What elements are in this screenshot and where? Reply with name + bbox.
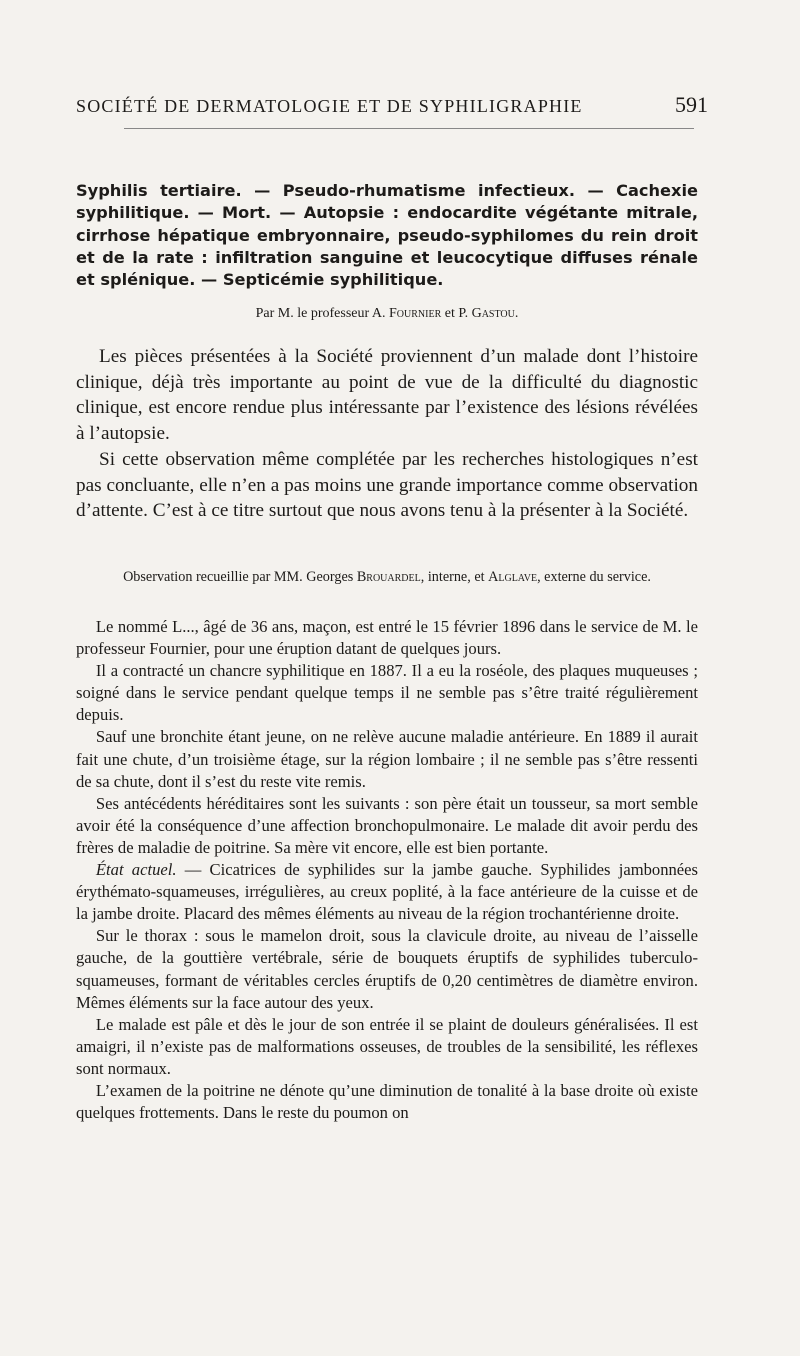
running-title: SOCIÉTÉ DE DERMATOLOGIE ET DE SYPHILIGRAPHIE — [76, 96, 583, 116]
byline-conj: et P. — [441, 306, 472, 321]
etat-actuel-text: — Cicatrices de syphilides sur la jambe gauche. Syphilides jambonnées érythémato-squameuses, irrégulières, au creux poplité, à la face antérieure de la cuisse et de la jambe droite. Placard des mêmes éléments au niveau de la région trochantérienne droite. — [76, 860, 698, 924]
observation-note — [76, 568, 698, 587]
etat-actuel-label: État actuel. — [95, 860, 177, 880]
running-head — [76, 92, 708, 118]
observation-body — [76, 616, 698, 1124]
obs-prefix: Observation recueillie par MM. Georges — [123, 569, 357, 585]
author-gastou: Gastou — [471, 306, 515, 321]
body-paragraph: L’examen de la poitrine ne dénote qu’une diminution de tonalité à la base droite où existe quelques frottements. Dans le reste du poumon on — [76, 1080, 698, 1123]
etat-actuel-paragraph — [76, 859, 698, 925]
body-paragraph: Le malade est pâle et dès le jour de son entrée il se plaint de douleurs généralisées. Il est amaigri, il n’existe pas de malformations osseuses, de troubles de la sensibilité, les réflexes sont normaux. — [76, 1014, 698, 1078]
byline-prefix: Par M. le professeur A. — [255, 306, 390, 321]
body-paragraph: Il a contracté un chancre syphilitique en 1887. Il a eu la roséole, des plaques muqueuses ; soigné dans le service pendant quelque temps il ne semble pas s’être traité régulièrement depuis. — [76, 661, 698, 725]
byline-suffix: . — [514, 306, 519, 321]
name-brouardel: Brouardel — [356, 569, 421, 585]
name-alglave: Alglave — [488, 569, 538, 585]
body-paragraph: Sauf une bronchite étant jeune, on ne relève aucune maladie antérieure. En 1889 il aurait fait une chute, d’un troisième étage, sur la région lombaire ; il ne semble pas s’être ressenti de sa chute, dont il s’est du reste vite remis. — [76, 727, 698, 791]
obs-suffix: , externe du service. — [537, 569, 651, 585]
author-fournier: Fournier — [389, 306, 442, 321]
introduction — [76, 344, 698, 524]
page-number: 591 — [675, 92, 708, 117]
intro-paragraph: Si cette observation même complétée par les recherches histologiques n’est pas concluante, elle n’en a pas moins une grande importance comme observation d’attente. C’est à ce titre surtout que nous avons tenu à la présenter à la Société. — [76, 448, 698, 522]
obs-middle: , interne, et — [420, 569, 489, 585]
byline — [76, 306, 698, 322]
article-title: Syphilis tertiaire. — Pseudo-rhumatisme infectieux. — Cachexie syphilitique. — Mort. — Autopsie : endocardite végétante mitrale, cirrhose hépatique embryonnaire, pseudo-syphilomes du rein droit et de la rate : infiltration sanguine et leucocytique diffuses rénale et splénique. — Septicémie syphilitique. — [76, 181, 698, 290]
body-paragraph: Le nommé L..., âgé de 36 ans, maçon, est entré le 15 février 1896 dans le service de M. le professeur Fournier, pour une éruption datant de quelques jours. — [76, 617, 698, 659]
body-paragraph: Sur le thorax : sous le mamelon droit, sous la clavicule droite, au niveau de l’aisselle gauche, de la gouttière vertébrale, série de bouquets éruptifs de syphilides tuberculo-squameuses, formant de véritables cercles éruptifs de 0,20 centimètres de diamètre environ. Mêmes éléments sur la face autour des yeux. — [76, 926, 698, 1012]
header-rule — [124, 128, 694, 129]
intro-paragraph: Les pièces présentées à la Société proviennent d’un malade dont l’histoire clinique, déjà très importante au point de vue de la difficulté du diagnostic clinique, est encore rendue plus intéressante par l’existence des lésions révélées à l’autopsie. — [76, 346, 698, 445]
body-paragraph: Ses antécédents héréditaires sont les suivants : son père était un tousseur, sa mort semble avoir été la conséquence d’une affection bronchopulmonaire. Le malade dit avoir perdu des frères de maladie de poitrine. Sa mère vit encore, elle est bien portante. — [76, 793, 698, 857]
